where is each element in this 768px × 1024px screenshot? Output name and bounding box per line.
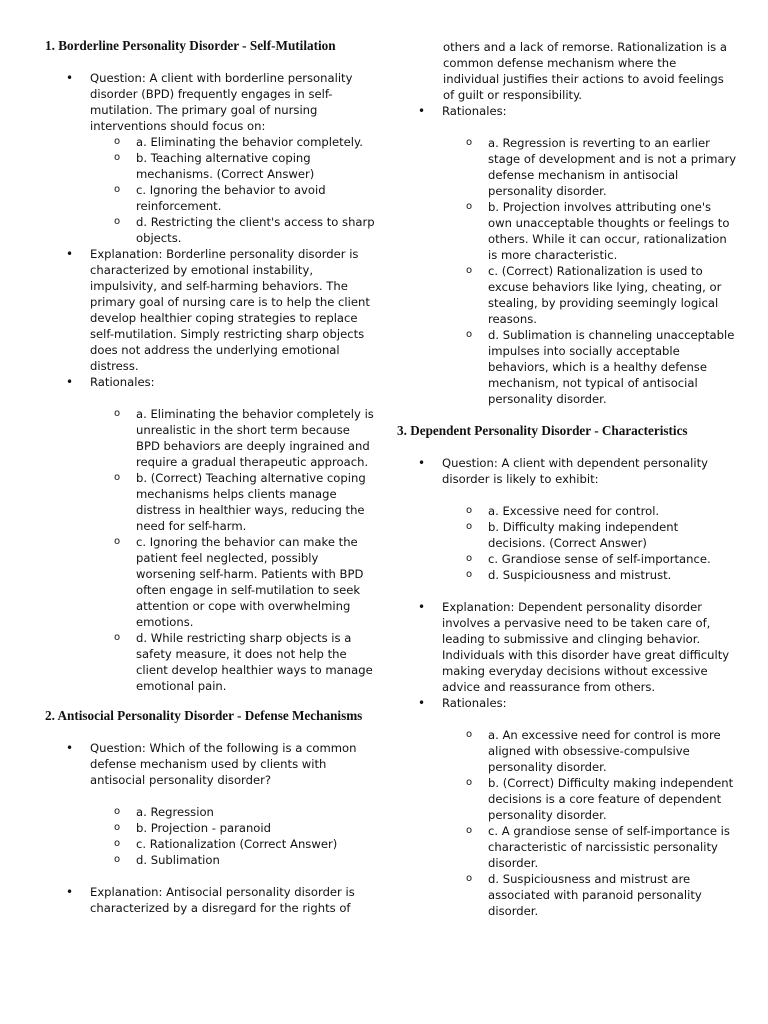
section-1-question	[45, 70, 375, 246]
bullet-icon: •	[418, 600, 426, 614]
sub-bullet-icon: o	[114, 136, 121, 147]
sub-bullet-icon: o	[114, 838, 121, 849]
section-2-list	[45, 740, 375, 916]
sub-bullet-icon: o	[114, 806, 121, 817]
section-2-question	[45, 740, 375, 884]
sub-bullet-icon: o	[466, 569, 473, 580]
explanation-text-part: Explanation: Antisocial personality disorder is characterized by a disregard for the rights of	[90, 885, 355, 915]
sub-bullet-icon: o	[466, 825, 473, 836]
section-1-explanation	[45, 246, 375, 374]
sub-bullet-icon: o	[114, 854, 121, 865]
bullet-icon: •	[66, 885, 74, 899]
rationale-item: o a. Eliminating the behavior completely is unrealistic in the short term because BPD behaviors are deeply ingrained and require a gradual therapeutic approach.	[114, 407, 374, 469]
rationale-item: o c. Ignoring the behavior can make the patient feel neglected, possibly worsening self-harm. Patients with BPD often engage in self-mutilation to seek attention or cope with overwhelming emotions.	[114, 535, 364, 629]
sub-bullet-icon: o	[114, 408, 121, 419]
rationale-item: o d. While restricting sharp objects is a safety measure, it does not help the client develop healthier ways to manage emotional pain.	[114, 631, 373, 693]
bullet-icon: •	[66, 71, 74, 85]
explanation-text: Explanation: Borderline personality disorder is characterized by emotional instability, impulsivity, and self-harming behaviors. The primary goal of nursing care is to help the client develop healthier coping strategies to replace self-mutilation. Simply restricting sharp objects does not address the underlying emotional distress.	[90, 247, 370, 373]
sub-bullet-icon: o	[466, 137, 473, 148]
section-2-explanation-continued	[443, 39, 733, 103]
sub-bullet-icon: o	[114, 472, 121, 483]
sub-bullet-icon: o	[114, 536, 121, 547]
rationales-label: Rationales:	[442, 104, 507, 118]
sub-bullet-icon: o	[114, 216, 121, 227]
sub-bullet-icon: o	[114, 152, 121, 163]
rationale-item: o d. Suspiciousness and mistrust are associated with paranoid personality disorder.	[466, 872, 702, 918]
explanation-continued-text: others and a lack of remorse. Rationalization is a common defense mechanism where the individual justifies their actions to avoid feelings of guilt or responsibility.	[443, 40, 727, 102]
option-item: o a. Eliminating the behavior completely.	[114, 135, 363, 149]
section-3-list	[397, 455, 737, 919]
section-3-explanation	[397, 599, 737, 695]
options-list	[442, 503, 737, 583]
rationale-item: o c. A grandiose sense of self-importance is characteristic of narcissistic personality disorder.	[466, 824, 730, 870]
rationale-item: o a. Regression is reverting to an earlier stage of development and is not a primary defense mechanism in antisocial personality disorder.	[466, 136, 737, 198]
bullet-icon: •	[66, 741, 74, 755]
sub-bullet-icon: o	[466, 521, 473, 532]
bullet-icon: •	[418, 456, 426, 470]
section-2-rationales	[397, 103, 737, 407]
sub-bullet-icon: o	[466, 873, 473, 884]
bullet-icon: •	[66, 375, 74, 389]
option-item: o c. Ignoring the behavior to avoid reinforcement.	[114, 183, 326, 213]
section-2-title: 2. Antisocial Personality Disorder - Defense Mechanisms	[45, 708, 363, 723]
rationale-item: o b. Projection involves attributing one's own unacceptable thoughts or feelings to others. While it can occur, rationalization is more characteristic.	[466, 200, 730, 262]
sub-bullet-icon: o	[466, 777, 473, 788]
options-list	[90, 804, 375, 868]
section-2-rationales-list	[397, 103, 737, 407]
option-item: o b. Difficulty making independent decisions. (Correct Answer)	[466, 520, 679, 550]
bullet-icon: •	[66, 247, 74, 261]
sub-bullet-icon: o	[466, 201, 473, 212]
rationale-item: o b. (Correct) Teaching alternative coping mechanisms helps clients manage distress in healthier ways, reducing the need for self-harm.	[114, 471, 366, 533]
section-1-list	[45, 70, 375, 694]
sub-bullet-icon: o	[466, 553, 473, 564]
left-column	[45, 38, 375, 916]
option-item: o d. Suspiciousness and mistrust.	[466, 568, 672, 582]
rationales-label: Rationales:	[90, 375, 155, 389]
option-item: o b. Teaching alternative coping mechanisms. (Correct Answer)	[114, 151, 315, 181]
options-list	[90, 134, 375, 246]
option-item: o c. Rationalization (Correct Answer)	[114, 837, 338, 851]
section-3-title: 3. Dependent Personality Disorder - Characteristics	[397, 423, 688, 438]
rationales-list	[442, 727, 737, 919]
section-1-title: 1. Borderline Personality Disorder - Self-Mutilation	[45, 38, 336, 53]
section-2-explanation	[45, 884, 375, 916]
bullet-icon: •	[418, 696, 426, 710]
rationale-item: o b. (Correct) Difficulty making independent decisions is a core feature of dependent personality disorder.	[466, 776, 734, 822]
rationale-item: o d. Sublimation is channeling unacceptable impulses into socially acceptable behaviors, which is a healthy defense mechanism, not typical of antisocial personality disorder.	[466, 328, 735, 406]
rationale-item: o c. (Correct) Rationalization is used to excuse behaviors like lying, cheating, or stealing, by providing seemingly logical reasons.	[466, 264, 722, 326]
option-item: o d. Restricting the client's access to sharp objects.	[114, 215, 375, 245]
option-item: o b. Projection - paranoid	[114, 821, 271, 835]
bullet-icon: •	[418, 104, 426, 118]
rationales-label: Rationales:	[442, 696, 507, 710]
option-item: o c. Grandiose sense of self-importance.	[466, 552, 711, 566]
sub-bullet-icon: o	[114, 632, 121, 643]
rationales-list	[442, 135, 737, 407]
sub-bullet-icon: o	[466, 505, 473, 516]
question-text: Question: A client with borderline personality disorder (BPD) frequently engages in self-mutilation. The primary goal of nursing interventions should focus on:	[90, 71, 353, 133]
rationales-list	[90, 406, 375, 694]
question-text: Question: A client with dependent personality disorder is likely to exhibit:	[442, 456, 708, 486]
option-item: o d. Sublimation	[114, 853, 220, 867]
option-item: o a. Excessive need for control.	[466, 504, 660, 518]
sub-bullet-icon: o	[466, 329, 473, 340]
rationale-item: o a. An excessive need for control is more aligned with obsessive-compulsive personality disorder.	[466, 728, 721, 774]
sub-bullet-icon: o	[114, 184, 121, 195]
sub-bullet-icon: o	[114, 822, 121, 833]
right-column	[397, 104, 737, 919]
sub-bullet-icon: o	[466, 729, 473, 740]
explanation-text: Explanation: Dependent personality disorder involves a pervasive need to be taken care of, leading to submissive and clinging behavior. Individuals with this disorder have great difficulty making everyday decisions without excessive advice and reassurance from others.	[442, 600, 730, 694]
section-3-question	[397, 455, 737, 599]
section-3-rationales	[397, 695, 737, 919]
question-text: Question: Which of the following is a common defense mechanism used by clients with antisocial personality disorder?	[90, 741, 357, 787]
option-item: o a. Regression	[114, 805, 214, 819]
section-1-rationales	[45, 374, 375, 694]
sub-bullet-icon: o	[466, 265, 473, 276]
